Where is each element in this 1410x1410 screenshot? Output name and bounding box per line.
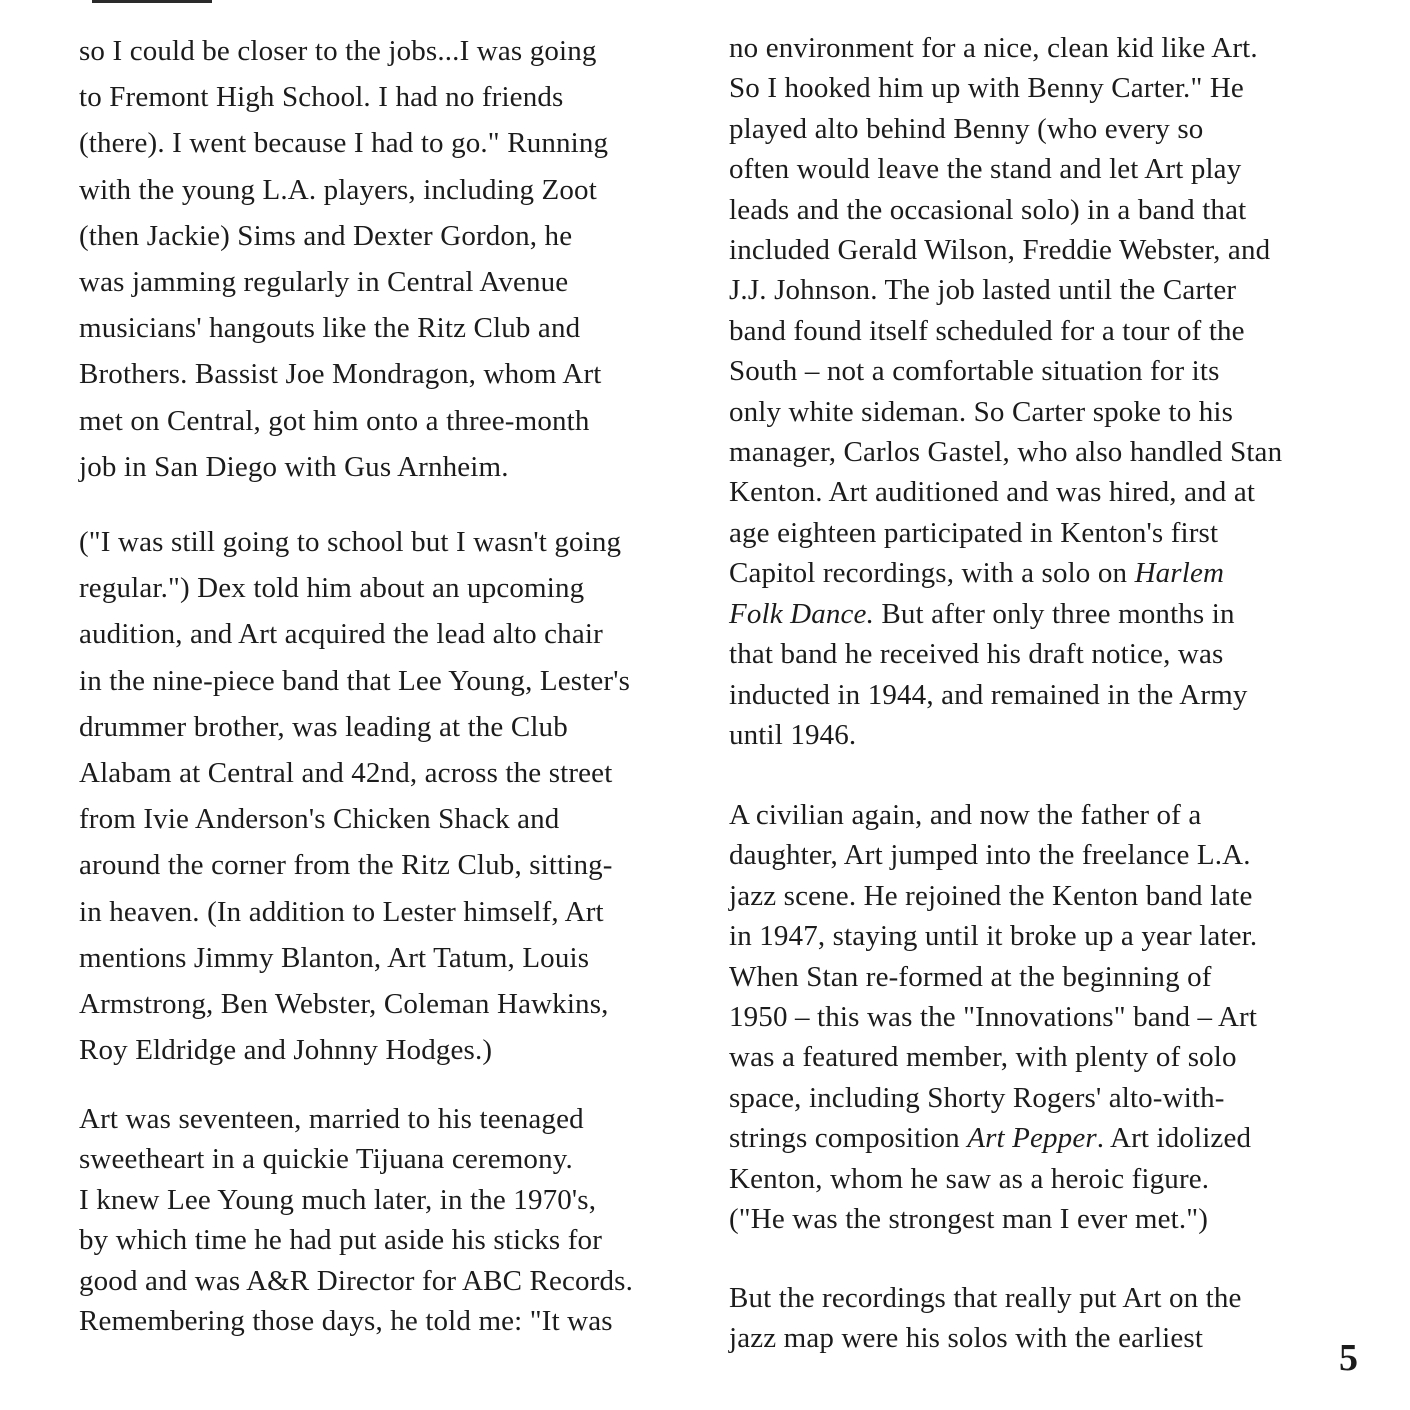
text-line: space, including Shorty Rogers' alto-with- <box>729 1081 1225 1114</box>
paragraph <box>729 1278 1329 1359</box>
italic-title: Art Pepper <box>967 1122 1097 1155</box>
text-line: played alto behind Benny (who every so <box>729 112 1204 145</box>
right-column <box>729 0 1329 1410</box>
text-line: (then Jackie) Sims and Dexter Gordon, he <box>79 219 573 252</box>
text-line: I knew Lee Young much later, in the 1970's, <box>79 1183 597 1216</box>
text-line: daughter, Art jumped into the freelance L.A. <box>729 839 1251 872</box>
text-line: audition, and Art acquired the lead alto chair <box>79 618 603 651</box>
text-line: mentions Jimmy Blanton, Art Tatum, Louis <box>79 941 590 974</box>
text-line: in 1947, staying until it broke up a year later. <box>729 920 1258 953</box>
text-line: Art was seventeen, married to his teenaged <box>79 1103 584 1135</box>
text-line: leads and the occasional solo) in a band that <box>729 193 1247 226</box>
text-line: regular.") Dex told him about an upcoming <box>79 572 585 605</box>
text-line: drummer brother, was leading at the Club <box>79 710 568 743</box>
text-line: 1950 – this was the "Innovations" band – Art <box>729 1001 1258 1034</box>
text-line: by which time he had put aside his sticks for <box>79 1224 603 1257</box>
text-line: So I hooked him up with Benny Carter." He <box>729 72 1244 105</box>
text-line: met on Central, got him onto a three-month <box>79 404 590 437</box>
text-line: musicians' hangouts like the Ritz Club and <box>79 312 581 345</box>
text-line: Kenton. Art auditioned and was hired, and at <box>729 476 1256 509</box>
paragraph <box>79 28 679 490</box>
text-line: job in San Diego with Gus Arnheim. <box>79 450 509 483</box>
text-line: When Stan re-formed at the beginning of <box>729 960 1212 993</box>
text-line: Alabam at Central and 42nd, across the street <box>79 757 613 790</box>
text-line: that band he received his draft notice, was <box>729 638 1224 671</box>
text-line: sweetheart in a quickie Tijuana ceremony. <box>79 1143 573 1176</box>
text-line: J.J. Johnson. The job lasted until the Carter <box>729 274 1237 307</box>
text-line: Roy Eldridge and Johnny Hodges.) <box>79 1034 493 1067</box>
paragraph <box>79 519 679 1073</box>
text-segment: But after only three months in <box>873 597 1235 630</box>
text-line: good and was A&R Director for ABC Records. <box>79 1264 634 1297</box>
paragraph <box>729 795 1329 1239</box>
text-line: jazz map were his solos with the earliest <box>729 1322 1204 1355</box>
text-line: included Gerald Wilson, Freddie Webster, and <box>729 234 1271 267</box>
text-segment: Capitol recordings, with a solo on <box>729 557 1135 590</box>
text-line: around the corner from the Ritz Club, sitting- <box>79 849 613 882</box>
text-line: manager, Carlos Gastel, who also handled Stan <box>729 436 1283 469</box>
text-line: ("I was still going to school but I wasn't going <box>79 526 622 558</box>
text-line: with the young L.A. players, including Zoot <box>79 173 597 206</box>
text-line: Armstrong, Ben Webster, Coleman Hawkins, <box>79 988 609 1021</box>
text-line: was a featured member, with plenty of solo <box>729 1041 1237 1074</box>
text-line: But the recordings that really put Art on the <box>729 1282 1242 1314</box>
text-line: South – not a comfortable situation for its <box>729 355 1220 388</box>
italic-title: Harlem <box>1134 557 1225 590</box>
text-line: A civilian again, and now the father of a <box>729 799 1202 831</box>
text-line: until 1946. <box>729 718 857 751</box>
text-line: from Ivie Anderson's Chicken Shack and <box>79 803 560 836</box>
italic-title: Folk Dance. <box>729 597 874 630</box>
text-line <box>729 553 1329 593</box>
text-line <box>729 1118 1329 1158</box>
text-line: was jamming regularly in Central Avenue <box>79 266 569 299</box>
left-column <box>79 0 679 1410</box>
text-line: in the nine-piece band that Lee Young, Lester's <box>79 664 631 697</box>
text-line: only white sideman. So Carter spoke to his <box>729 395 1234 428</box>
text-line: to Fremont High School. I had no friends <box>79 81 564 114</box>
text-line: ("He was the strongest man I ever met.") <box>729 1203 1209 1236</box>
text-line: in heaven. (In addition to Lester himself, Art <box>79 895 604 928</box>
text-line <box>729 594 1329 634</box>
text-segment: strings composition <box>729 1122 968 1155</box>
text-line: Remembering those days, he told me: "It was <box>79 1305 613 1338</box>
paragraph <box>729 28 1329 755</box>
text-line: (there). I went because I had to go." Running <box>79 127 609 160</box>
text-line: band found itself scheduled for a tour of the <box>729 314 1245 347</box>
text-line: Brothers. Bassist Joe Mondragon, whom Art <box>79 358 602 391</box>
text-line: Kenton, whom he saw as a heroic figure. <box>729 1162 1210 1195</box>
text-line: often would leave the stand and let Art play <box>729 153 1242 186</box>
text-line: inducted in 1944, and remained in the Army <box>729 678 1248 711</box>
text-line: age eighteen participated in Kenton's first <box>729 516 1219 549</box>
text-segment: . Art idolized <box>1096 1122 1252 1155</box>
text-line: no environment for a nice, clean kid like Art. <box>729 32 1258 64</box>
text-line: jazz scene. He rejoined the Kenton band late <box>729 879 1253 912</box>
page-number: 5 <box>1339 1337 1358 1379</box>
paragraph <box>79 1099 679 1341</box>
text-line: so I could be closer to the jobs...I was going <box>79 35 597 67</box>
